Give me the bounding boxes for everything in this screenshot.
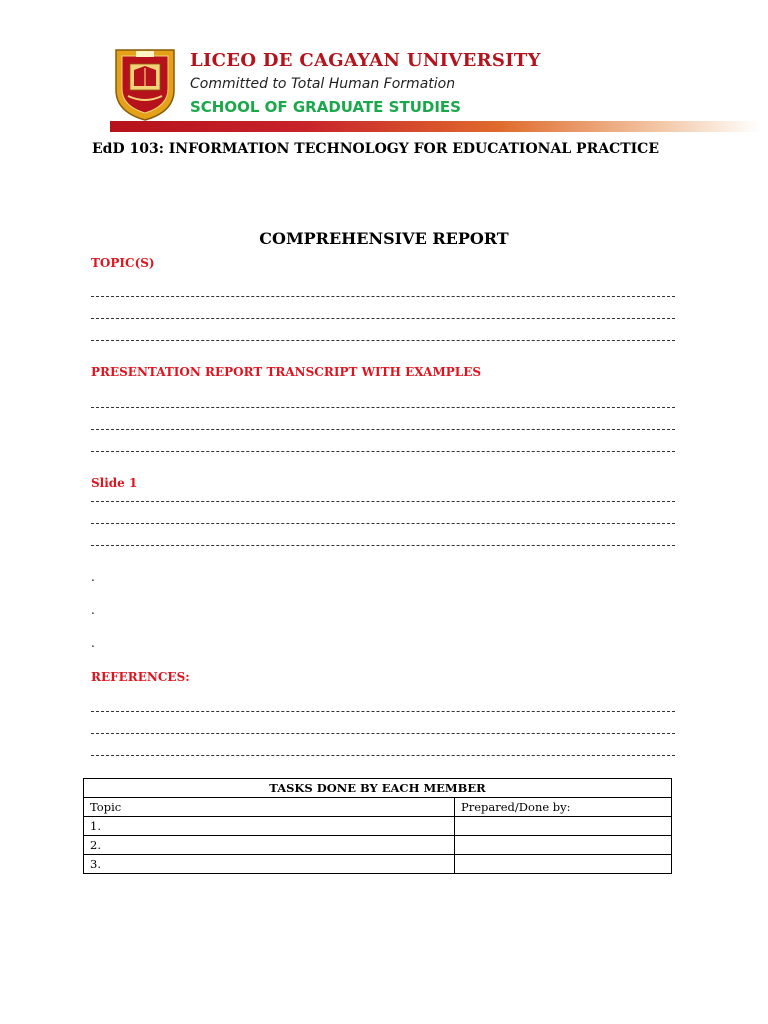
slide-line-3[interactable] bbox=[91, 545, 675, 546]
table-cell-prepared-by[interactable] bbox=[455, 817, 672, 836]
references-line-2[interactable] bbox=[91, 733, 675, 734]
topics-line-2[interactable] bbox=[91, 318, 675, 319]
tasks-table bbox=[83, 778, 672, 874]
slide-line-2[interactable] bbox=[91, 523, 675, 524]
table-row bbox=[84, 836, 672, 855]
presentation-line-3[interactable] bbox=[91, 451, 675, 452]
table-cell-topic[interactable]: 1. bbox=[84, 817, 455, 836]
presentation-label: PRESENTATION REPORT TRANSCRIPT WITH EXAMPLES bbox=[91, 365, 482, 379]
ellipsis-dot: . bbox=[91, 570, 95, 584]
presentation-line-1[interactable] bbox=[91, 407, 675, 408]
presentation-line-2[interactable] bbox=[91, 429, 675, 430]
table-cell-prepared-by[interactable] bbox=[455, 836, 672, 855]
references-line-3[interactable] bbox=[91, 755, 675, 756]
table-cell-topic[interactable]: 2. bbox=[84, 836, 455, 855]
table-cell-prepared-by[interactable] bbox=[455, 855, 672, 874]
university-tagline: Committed to Total Human Formation bbox=[190, 76, 456, 92]
column-header-prepared-by: Prepared/Done by: bbox=[455, 798, 672, 817]
school-name: SCHOOL OF GRADUATE STUDIES bbox=[190, 98, 461, 116]
table-header-row bbox=[84, 798, 672, 817]
report-title: COMPREHENSIVE REPORT bbox=[259, 229, 509, 248]
references-line-1[interactable] bbox=[91, 711, 675, 712]
tasks-table-title: TASKS DONE BY EACH MEMBER bbox=[84, 779, 672, 798]
header-color-band bbox=[110, 121, 760, 132]
topics-line-3[interactable] bbox=[91, 340, 675, 341]
table-row bbox=[84, 855, 672, 874]
course-title: EdD 103: INFORMATION TECHNOLOGY FOR EDUCATIONAL PRACTICE bbox=[92, 141, 659, 157]
references-label: REFERENCES: bbox=[91, 670, 190, 684]
topics-line-1[interactable] bbox=[91, 296, 675, 297]
column-header-topic: Topic bbox=[84, 798, 455, 817]
ellipsis-dot: . bbox=[91, 603, 95, 617]
topics-label: TOPIC(S) bbox=[91, 256, 155, 270]
university-seal bbox=[110, 46, 180, 122]
table-row bbox=[84, 817, 672, 836]
slide-label: Slide 1 bbox=[91, 476, 138, 490]
table-cell-topic[interactable]: 3. bbox=[84, 855, 455, 874]
ellipsis-dot: . bbox=[91, 636, 95, 650]
university-name: LICEO DE CAGAYAN UNIVERSITY bbox=[190, 50, 541, 71]
slide-line-1[interactable] bbox=[91, 501, 675, 502]
